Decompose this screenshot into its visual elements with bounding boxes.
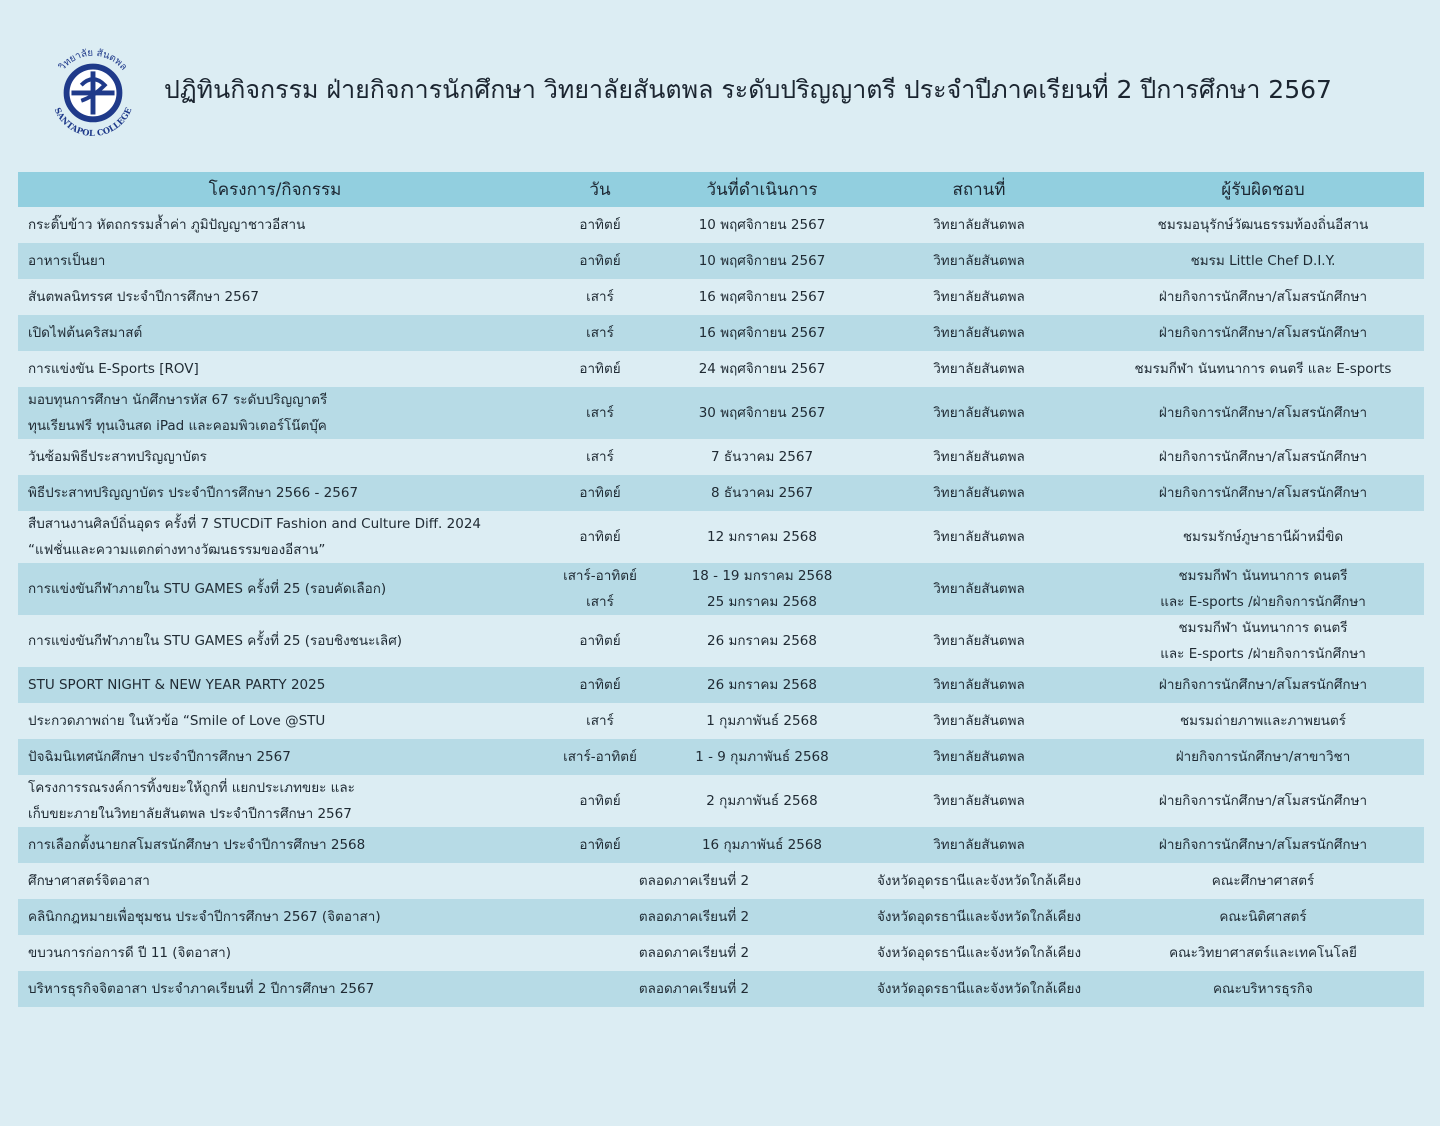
project-cell — [18, 243, 532, 279]
table-row — [18, 899, 1424, 935]
owner-cell-line: ฝ่ายกิจการนักศึกษา/สโมสรนักศึกษา — [1158, 449, 1368, 465]
date-cell — [668, 243, 856, 279]
project-cell — [18, 351, 532, 387]
owner-cell-line: ชมรมถ่ายภาพและภาพยนตร์ — [1179, 713, 1346, 729]
owner-cell — [1102, 827, 1424, 863]
place-cell — [856, 279, 1102, 315]
owner-cell — [1102, 935, 1424, 971]
place-cell — [856, 775, 1102, 827]
day-cell-line: อาทิตย์ — [579, 217, 621, 233]
project-cell-line: อาหารเป็นยา — [28, 253, 106, 269]
owner-cell-line: คณะนิติศาสตร์ — [1219, 909, 1307, 925]
day-cell — [532, 207, 668, 243]
table-row — [18, 667, 1424, 703]
project-cell-line: พิธีประสาทปริญญาบัตร ประจำปีการศึกษา 2566 - 2567 — [28, 485, 359, 501]
date-cell-line: 24 พฤศจิกายน 2567 — [698, 361, 826, 377]
place-cell — [856, 899, 1102, 935]
place-cell-line: วิทยาลัยสันตพล — [933, 405, 1025, 421]
table-row — [18, 615, 1424, 667]
project-cell-line: การแข่งขัน E-Sports [ROV] — [28, 361, 199, 377]
day-cell-line: อาทิตย์ — [579, 837, 621, 853]
date-cell — [668, 563, 856, 615]
day-cell — [532, 387, 668, 439]
date-cell — [668, 351, 856, 387]
day-cell-line: เสาร์-อาทิตย์ — [563, 568, 637, 584]
place-cell — [856, 935, 1102, 971]
owner-cell — [1102, 775, 1424, 827]
table-row — [18, 207, 1424, 243]
owner-cell — [1102, 387, 1424, 439]
date-cell-line: 2 กุมภาพันธ์ 2568 — [706, 793, 818, 809]
owner-cell — [1102, 207, 1424, 243]
table-row — [18, 315, 1424, 351]
place-cell — [856, 387, 1102, 439]
day-cell — [532, 279, 668, 315]
table-row — [18, 935, 1424, 971]
period-cell — [532, 863, 856, 899]
place-cell-line: วิทยาลัยสันตพล — [933, 529, 1025, 545]
place-cell — [856, 511, 1102, 563]
day-cell — [532, 739, 668, 775]
project-cell — [18, 315, 532, 351]
place-cell — [856, 315, 1102, 351]
project-cell — [18, 207, 532, 243]
day-cell — [532, 475, 668, 511]
page-title: ปฏิทินกิจกรรม ฝ่ายกิจการนักศึกษา วิทยาลัยสันตพล ระดับปริญญาตรี ประจำปีภาคเรียนที่ 2 ปีการศึกษา 2567 — [164, 75, 1332, 104]
day-cell — [532, 667, 668, 703]
day-cell-line: เสาร์ — [586, 594, 614, 610]
table-row — [18, 739, 1424, 775]
place-cell-line: วิทยาลัยสันตพล — [933, 217, 1025, 233]
table-row — [18, 971, 1424, 1007]
date-cell-line: 10 พฤศจิกายน 2567 — [698, 217, 826, 233]
place-cell — [856, 827, 1102, 863]
date-cell-line: 7 ธันวาคม 2567 — [710, 449, 814, 465]
owner-cell-line: ฝ่ายกิจการนักศึกษา/สโมสรนักศึกษา — [1158, 677, 1368, 693]
place-cell-line: วิทยาลัยสันตพล — [933, 485, 1025, 501]
table-row — [18, 703, 1424, 739]
place-cell-line: วิทยาลัยสันตพล — [933, 837, 1025, 853]
day-cell — [532, 351, 668, 387]
project-cell-line: ขบวนการก่อการดี ปี 11 (จิตอาสา) — [28, 945, 232, 961]
owner-cell-line: ชมรมกีฬา นันทนาการ ดนตรี — [1178, 568, 1348, 584]
project-cell — [18, 935, 532, 971]
owner-cell-line: และ E-sports /ฝ่ายกิจการนักศึกษา — [1160, 646, 1366, 662]
day-cell-line: อาทิตย์ — [579, 793, 621, 809]
day-cell-line: เสาร์ — [586, 405, 614, 421]
owner-cell — [1102, 475, 1424, 511]
date-cell — [668, 207, 856, 243]
place-cell — [856, 863, 1102, 899]
place-cell — [856, 563, 1102, 615]
owner-cell-line: ฝ่ายกิจการนักศึกษา/สโมสรนักศึกษา — [1158, 837, 1368, 853]
place-cell — [856, 667, 1102, 703]
day-cell-line: อาทิตย์ — [579, 361, 621, 377]
owner-cell — [1102, 971, 1424, 1007]
day-cell — [532, 511, 668, 563]
project-cell-line: บริหารธุรกิจจิตอาสา ประจำภาคเรียนที่ 2 ปีการศึกษา 2567 — [28, 981, 375, 997]
day-cell — [532, 563, 668, 615]
project-cell — [18, 563, 532, 615]
owner-cell-line: ชมรมกีฬา นันทนาการ ดนตรี — [1178, 620, 1348, 636]
project-cell-line: เปิดไฟต้นคริสมาสต์ — [28, 325, 143, 341]
place-cell — [856, 703, 1102, 739]
owner-cell — [1102, 315, 1424, 351]
table-row — [18, 863, 1424, 899]
project-cell — [18, 827, 532, 863]
day-cell-line: เสาร์ — [586, 325, 614, 341]
table-row — [18, 279, 1424, 315]
project-cell — [18, 279, 532, 315]
project-cell-line: ประกวดภาพถ่าย ในหัวข้อ “Smile of Love @STU — [28, 713, 326, 729]
project-cell — [18, 615, 532, 667]
table-header-row — [18, 172, 1424, 207]
table-row — [18, 827, 1424, 863]
day-cell — [532, 615, 668, 667]
owner-cell — [1102, 563, 1424, 615]
owner-cell-line: ฝ่ายกิจการนักศึกษา/สโมสรนักศึกษา — [1158, 325, 1368, 341]
date-cell — [668, 739, 856, 775]
activity-schedule-table — [18, 172, 1424, 1007]
project-cell-line: STU SPORT NIGHT & NEW YEAR PARTY 2025 — [28, 677, 326, 693]
date-cell — [668, 315, 856, 351]
owner-cell — [1102, 899, 1424, 935]
place-cell — [856, 971, 1102, 1007]
day-cell-line: เสาร์ — [586, 449, 614, 465]
day-cell — [532, 775, 668, 827]
project-cell — [18, 703, 532, 739]
place-cell-line: วิทยาลัยสันตพล — [933, 633, 1025, 649]
table-row — [18, 243, 1424, 279]
date-cell-line: 26 มกราคม 2568 — [707, 633, 817, 649]
project-cell-line: การแข่งขันกีฬาภายใน STU GAMES ครั้งที่ 25 (รอบคัดเลือก) — [28, 581, 387, 597]
date-cell — [668, 615, 856, 667]
day-cell-line: อาทิตย์ — [579, 485, 621, 501]
project-cell — [18, 439, 532, 475]
project-cell-line: เก็บขยะภายในวิทยาลัยสันตพล ประจำปีการศึกษา 2567 — [28, 806, 352, 822]
owner-cell — [1102, 351, 1424, 387]
column-header-place: สถานที่ — [856, 172, 1102, 207]
place-cell — [856, 475, 1102, 511]
project-cell-line: การแข่งขันกีฬาภายใน STU GAMES ครั้งที่ 25 (รอบชิงชนะเลิศ) — [28, 633, 403, 649]
date-cell — [668, 387, 856, 439]
date-cell — [668, 667, 856, 703]
period-cell — [532, 899, 856, 935]
owner-cell-line: ชมรม Little Chef D.I.Y. — [1190, 253, 1336, 269]
table-body — [18, 207, 1424, 1007]
place-cell — [856, 243, 1102, 279]
date-cell-line: 16 กุมภาพันธ์ 2568 — [701, 837, 823, 853]
date-cell — [668, 775, 856, 827]
project-cell-line: ทุนเรียนฟรี ทุนเงินสด iPad และคอมพิวเตอร์โน๊ตบุ๊ค — [28, 418, 327, 434]
date-cell-line: 16 พฤศจิกายน 2567 — [698, 325, 826, 341]
day-cell — [532, 703, 668, 739]
owner-cell-line: และ E-sports /ฝ่ายกิจการนักศึกษา — [1160, 594, 1366, 610]
place-cell-line: วิทยาลัยสันตพล — [933, 749, 1025, 765]
owner-cell-line: คณะวิทยาศาสตร์และเทคโนโลยี — [1169, 945, 1357, 961]
day-cell — [532, 315, 668, 351]
owner-cell — [1102, 439, 1424, 475]
table-row — [18, 511, 1424, 563]
place-cell-line: วิทยาลัยสันตพล — [933, 793, 1025, 809]
table-row — [18, 475, 1424, 511]
date-cell — [668, 703, 856, 739]
period-cell — [532, 935, 856, 971]
project-cell-line: ปัจฉิมนิเทศนักศึกษา ประจำปีการศึกษา 2567 — [28, 749, 291, 765]
date-cell-line: 26 มกราคม 2568 — [707, 677, 817, 693]
day-cell — [532, 243, 668, 279]
owner-cell-line: ฝ่ายกิจการนักศึกษา/สโมสรนักศึกษา — [1158, 289, 1368, 305]
date-cell-line: 25 มกราคม 2568 — [707, 594, 817, 610]
day-cell-line: อาทิตย์ — [579, 529, 621, 545]
date-cell-line: 18 - 19 มกราคม 2568 — [691, 568, 833, 584]
day-cell-line: อาทิตย์ — [579, 633, 621, 649]
place-cell-line: จังหวัดอุดรธานีและจังหวัดใกล้เคียง — [876, 981, 1082, 997]
project-cell-line: กระติ๊บข้าว หัตถกรรมล้ำค่า ภูมิปัญญาชาวอีสาน — [28, 217, 306, 233]
date-cell-line: 12 มกราคม 2568 — [707, 529, 817, 545]
place-cell-line: จังหวัดอุดรธานีและจังหวัดใกล้เคียง — [876, 873, 1082, 889]
owner-cell-line: ชมรมรักษ์ภูษาธานีผ้าหมี่ขิด — [1182, 529, 1344, 545]
date-cell — [668, 439, 856, 475]
place-cell-line: จังหวัดอุดรธานีและจังหวัดใกล้เคียง — [876, 909, 1082, 925]
owner-cell-line: ฝ่ายกิจการนักศึกษา/สโมสรนักศึกษา — [1158, 793, 1368, 809]
date-cell-line: 8 ธันวาคม 2567 — [710, 485, 814, 501]
owner-cell-line: ฝ่ายกิจการนักศึกษา/สโมสรนักศึกษา — [1158, 485, 1368, 501]
owner-cell — [1102, 279, 1424, 315]
project-cell — [18, 739, 532, 775]
date-cell — [668, 279, 856, 315]
place-cell-line: จังหวัดอุดรธานีและจังหวัดใกล้เคียง — [876, 945, 1082, 961]
place-cell-line: วิทยาลัยสันตพล — [933, 581, 1025, 597]
period-cell-line: ตลอดภาคเรียนที่ 2 — [638, 981, 750, 997]
place-cell — [856, 615, 1102, 667]
owner-cell-line: ฝ่ายกิจการนักศึกษา/สโมสรนักศึกษา — [1158, 405, 1368, 421]
project-cell-line: สันตพลนิทรรศ ประจำปีการศึกษา 2567 — [28, 289, 259, 305]
logo-text-top: วิทยาลัย สันตพล — [56, 47, 130, 73]
place-cell-line: วิทยาลัยสันตพล — [933, 677, 1025, 693]
place-cell — [856, 739, 1102, 775]
day-cell-line: เสาร์-อาทิตย์ — [563, 749, 637, 765]
table-row — [18, 439, 1424, 475]
owner-cell — [1102, 667, 1424, 703]
day-cell-line: อาทิตย์ — [579, 677, 621, 693]
college-logo — [44, 44, 142, 136]
table-row — [18, 775, 1424, 827]
date-cell — [668, 827, 856, 863]
day-cell-line: เสาร์ — [586, 289, 614, 305]
project-cell-line: คลินิกกฎหมายเพื่อชุมชน ประจำปีการศึกษา 2567 (จิตอาสา) — [28, 909, 381, 925]
date-cell-line: 1 - 9 กุมภาพันธ์ 2568 — [695, 749, 829, 765]
owner-cell-line: คณะศึกษาศาสตร์ — [1211, 873, 1315, 889]
project-cell — [18, 667, 532, 703]
period-cell-line: ตลอดภาคเรียนที่ 2 — [638, 909, 750, 925]
date-cell-line: 10 พฤศจิกายน 2567 — [698, 253, 826, 269]
project-cell — [18, 863, 532, 899]
day-cell — [532, 439, 668, 475]
logo-text-bottom: SANTAPOL COLLEGE — [52, 105, 134, 136]
period-cell-line: ตลอดภาคเรียนที่ 2 — [638, 873, 750, 889]
owner-cell-line: ฝ่ายกิจการนักศึกษา/สาขาวิชา — [1175, 749, 1351, 765]
project-cell — [18, 899, 532, 935]
place-cell-line: วิทยาลัยสันตพล — [933, 361, 1025, 377]
place-cell-line: วิทยาลัยสันตพล — [933, 713, 1025, 729]
owner-cell-line: ชมรมอนุรักษ์วัฒนธรรมท้องถิ่นอีสาน — [1157, 217, 1369, 233]
project-cell-line: สืบสานงานศิลป์ถิ่นอุดร ครั้งที่ 7 STUCDiT Fashion and Culture Diff. 2024 — [28, 516, 481, 532]
table-row — [18, 387, 1424, 439]
project-cell — [18, 775, 532, 827]
owner-cell-line: ชมรมกีฬา นันทนาการ ดนตรี และ E-sports — [1134, 361, 1392, 377]
date-cell — [668, 475, 856, 511]
owner-cell — [1102, 615, 1424, 667]
place-cell — [856, 351, 1102, 387]
project-cell — [18, 475, 532, 511]
date-cell-line: 16 พฤศจิกายน 2567 — [698, 289, 826, 305]
column-header-date: วันที่ดำเนินการ — [668, 172, 856, 207]
project-cell-line: “แฟชั่นและความแตกต่างทางวัฒนธรรมของอีสาน” — [28, 542, 326, 558]
project-cell-line: วันซ้อมพิธีประสาทปริญญาบัตร — [28, 449, 207, 465]
project-cell-line: ศึกษาศาสตร์จิตอาสา — [28, 873, 150, 889]
project-cell-line: โครงการรณรงค์การทิ้งขยะให้ถูกที่ แยกประเภทขยะ และ — [28, 780, 355, 796]
project-cell-line: มอบทุนการศึกษา นักศึกษารหัส 67 ระดับปริญญาตรี — [28, 392, 328, 408]
page-header — [0, 0, 1440, 170]
place-cell-line: วิทยาลัยสันตพล — [933, 253, 1025, 269]
table-row — [18, 351, 1424, 387]
table-row — [18, 563, 1424, 615]
owner-cell — [1102, 703, 1424, 739]
project-cell — [18, 511, 532, 563]
owner-cell — [1102, 243, 1424, 279]
place-cell-line: วิทยาลัยสันตพล — [933, 289, 1025, 305]
place-cell-line: วิทยาลัยสันตพล — [933, 449, 1025, 465]
project-cell — [18, 387, 532, 439]
day-cell-line: เสาร์ — [586, 713, 614, 729]
place-cell — [856, 207, 1102, 243]
day-cell-line: อาทิตย์ — [579, 253, 621, 269]
date-cell-line: 30 พฤศจิกายน 2567 — [698, 405, 826, 421]
period-cell — [532, 971, 856, 1007]
owner-cell — [1102, 739, 1424, 775]
owner-cell — [1102, 863, 1424, 899]
place-cell-line: วิทยาลัยสันตพล — [933, 325, 1025, 341]
project-cell-line: การเลือกตั้งนายกสโมสรนักศึกษา ประจำปีการศึกษา 2568 — [28, 837, 366, 853]
owner-cell — [1102, 511, 1424, 563]
project-cell — [18, 971, 532, 1007]
place-cell — [856, 439, 1102, 475]
column-header-day: วัน — [532, 172, 668, 207]
column-header-owner: ผู้รับผิดชอบ — [1102, 172, 1424, 207]
day-cell — [532, 827, 668, 863]
period-cell-line: ตลอดภาคเรียนที่ 2 — [638, 945, 750, 961]
owner-cell-line: คณะบริหารธุรกิจ — [1213, 981, 1313, 997]
date-cell-line: 1 กุมภาพันธ์ 2568 — [706, 713, 818, 729]
date-cell — [668, 511, 856, 563]
column-header-project: โครงการ/กิจกรรม — [18, 172, 532, 207]
